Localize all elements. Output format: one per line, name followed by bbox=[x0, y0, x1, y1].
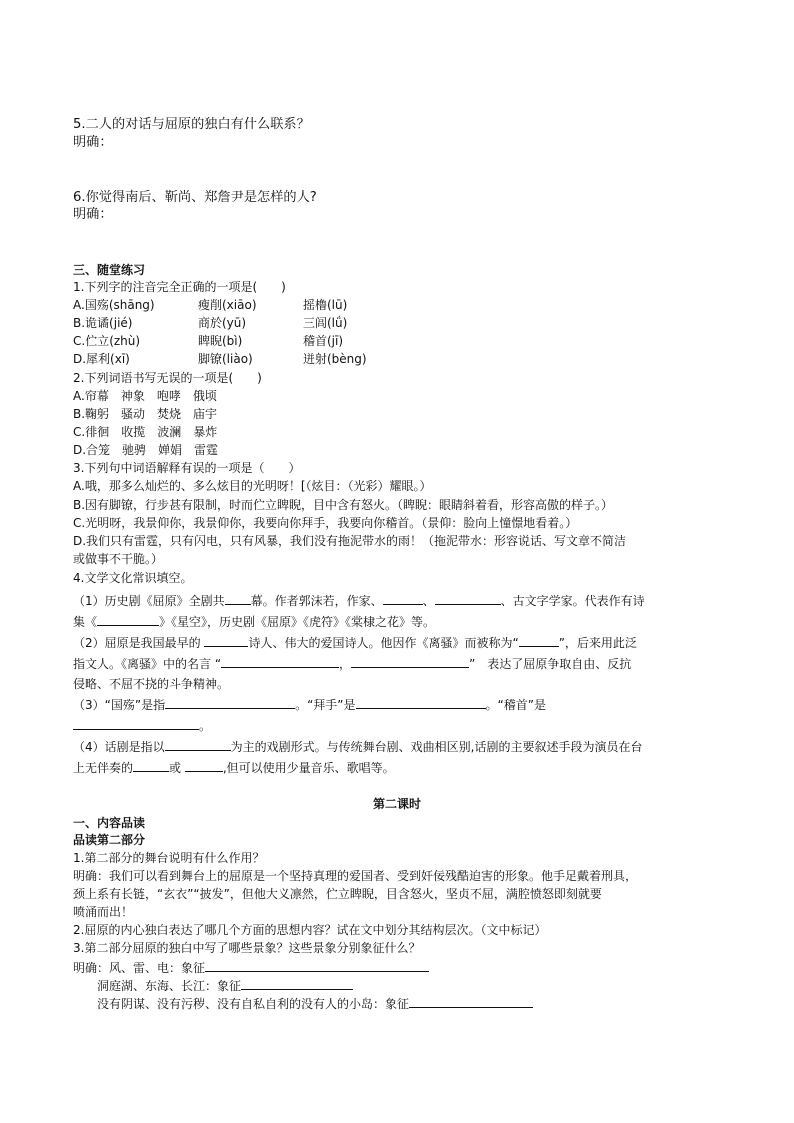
blank[interactable] bbox=[73, 717, 199, 730]
option-text: C.伫立(zhù) bbox=[73, 334, 141, 348]
question-2: 2.屈原的内心独白表达了哪几个方面的思想内容？试在文中划分其结构层次。（文中标记） bbox=[73, 923, 547, 937]
option-text: B.诡谲(jié) bbox=[73, 316, 133, 330]
blank[interactable] bbox=[435, 592, 501, 605]
option-text: 睥睨(bì) bbox=[198, 334, 243, 348]
blank[interactable] bbox=[165, 696, 295, 709]
fill-line: （3）“国殇”是指 。“拜手”是 。“稽首”是 bbox=[73, 698, 546, 712]
option-text: B.因有脚镣，行步甚有限制，时而伫立睥睨，目中含有怒火。（睥睨：眼睛斜着看，形容高傲的样子。） bbox=[73, 498, 614, 512]
option-text: A.国殇(shāng) bbox=[73, 298, 155, 312]
blank[interactable] bbox=[519, 634, 559, 647]
blank[interactable] bbox=[225, 592, 251, 605]
question-6: 6.你觉得南后、靳尚、郑詹尹是怎样的人? bbox=[73, 190, 317, 205]
option-text: D.犀利(xī) bbox=[73, 352, 130, 366]
option-text: D.合笼 驰骋 婵娟 雷霆 bbox=[73, 443, 219, 457]
blank[interactable] bbox=[383, 592, 423, 605]
exercise-2-stem: 2.下列词语书写无误的一项是( ) bbox=[73, 371, 262, 385]
option-text: 三闾(lǘ) bbox=[303, 316, 348, 330]
question-1: 1.第二部分的舞台说明有什么作用？ bbox=[73, 851, 265, 865]
fill-line: 没有阴谋、没有污秽、没有自私自利的没有人的小岛：象征 bbox=[97, 995, 533, 1013]
answer-label: 明确： bbox=[73, 135, 113, 150]
blank[interactable] bbox=[221, 655, 339, 668]
exercise-1-stem: 1.下列字的注音完全正确的一项是( ) bbox=[73, 280, 286, 294]
blank[interactable] bbox=[133, 759, 169, 772]
option-text: A.哦，那多么灿烂的、多么炫目的光明呀！[（炫目：（光彩）耀眼。） bbox=[73, 479, 432, 493]
option-text: 稽首(jī) bbox=[303, 334, 344, 348]
question-3: 3.第二部分屈原的独白中写了哪些景象？这些景象分别象征什么？ bbox=[73, 941, 421, 955]
blank[interactable] bbox=[204, 634, 248, 647]
option-text: 或做事不干脆。） bbox=[73, 552, 164, 566]
option-text: 商於(yū) bbox=[198, 316, 247, 330]
answer-text: 明确：我们可以看到舞台上的屈原是一个坚持真理的爱国者、受到奸佞残酷迫害的形象。他手足戴着刑具， bbox=[73, 869, 638, 883]
option-text: B.鞠躬 骚动 焚烧 庙宇 bbox=[73, 407, 218, 421]
fill-line: 明确：风、雷、电：象征 bbox=[73, 959, 429, 977]
fill-line: 洞庭湖、东海、长江：象征 bbox=[97, 977, 353, 995]
fill-line: 集《 》《星空》，历史剧《屈原》《虎符》《棠棣之花》等。 bbox=[73, 615, 436, 629]
option-text: 迸射(bèng) bbox=[303, 352, 367, 366]
blank[interactable] bbox=[97, 613, 159, 626]
answer-text: 颈上系有长链，“玄衣”“披发”，但他大义凛然，伫立睥睨，目含怒火，坚贞不屈，满腔愤怒即刻就要 bbox=[73, 887, 602, 901]
lesson-title: 第二课时 bbox=[372, 797, 421, 811]
fill-line: （2）屈原是我国最早的 诗人、伟大的爱国诗人。他因作《离骚》而被称为“ ”，后来用此泛 bbox=[73, 636, 637, 650]
fill-line: 指文人。《离骚》中的名言 “ ， ” 表达了屈原争取自由、反抗 bbox=[73, 657, 632, 671]
blank[interactable] bbox=[241, 977, 353, 990]
exercise-3-stem: 3.下列句中词语解释有误的一项是（ ） bbox=[73, 461, 301, 475]
blank[interactable] bbox=[185, 759, 223, 772]
option-text: C.光明呀，我景仰你，我景仰你，我要向你拜手，我要向你稽首。（景仰：脸向上憧憬地看着。） bbox=[73, 516, 578, 530]
question-5: 5.二人的对话与屈原的独白有什么联系？ bbox=[73, 117, 310, 132]
answer-label: 明确： bbox=[73, 207, 113, 222]
section-title: 三、随堂练习 bbox=[73, 263, 146, 277]
answer-text: 喷涌而出！ bbox=[73, 905, 134, 919]
fill-line: （4）话剧是指以 为主的戏剧形式。与传统舞台剧、戏曲相区别,话剧的主要叙述手段为演员在台 bbox=[73, 740, 643, 754]
fill-line: （1）历史剧《屈原》全剧共 幕。作者郭沫若，作家、 、 、古文字学家。代表作有诗 bbox=[73, 594, 645, 608]
blank[interactable] bbox=[409, 995, 533, 1008]
blank[interactable] bbox=[356, 696, 486, 709]
section-title: 一、内容品读 bbox=[73, 816, 146, 830]
blank[interactable] bbox=[351, 655, 469, 668]
fill-line: 。 bbox=[73, 717, 211, 735]
fill-line: 上无伴奏的 或 ,但可以使用少量音乐、歌唱等。 bbox=[73, 761, 395, 775]
option-text: D.我们只有雷霆，只有闪电，只有风暴，我们没有拖泥带水的雨！（拖泥带水：形容说话、写文章不简洁 bbox=[73, 534, 627, 548]
option-text: 摇橹(lū) bbox=[303, 298, 348, 312]
subsection-title: 品读第二部分 bbox=[73, 833, 146, 847]
option-text: 脚镣(liào) bbox=[198, 352, 253, 366]
blank[interactable] bbox=[165, 738, 231, 751]
option-text: A.帘幕 神象 咆哮 俄顷 bbox=[73, 389, 217, 403]
fill-line: 侵略、不屈不挠的斗争精神。 bbox=[73, 677, 230, 691]
blank[interactable] bbox=[205, 959, 429, 972]
option-text: 瘦削(xiāo) bbox=[198, 298, 257, 312]
option-text: C.徘徊 收揽 波澜 暴炸 bbox=[73, 425, 218, 439]
exercise-4-stem: 4.文学文化常识填空。 bbox=[73, 571, 193, 585]
